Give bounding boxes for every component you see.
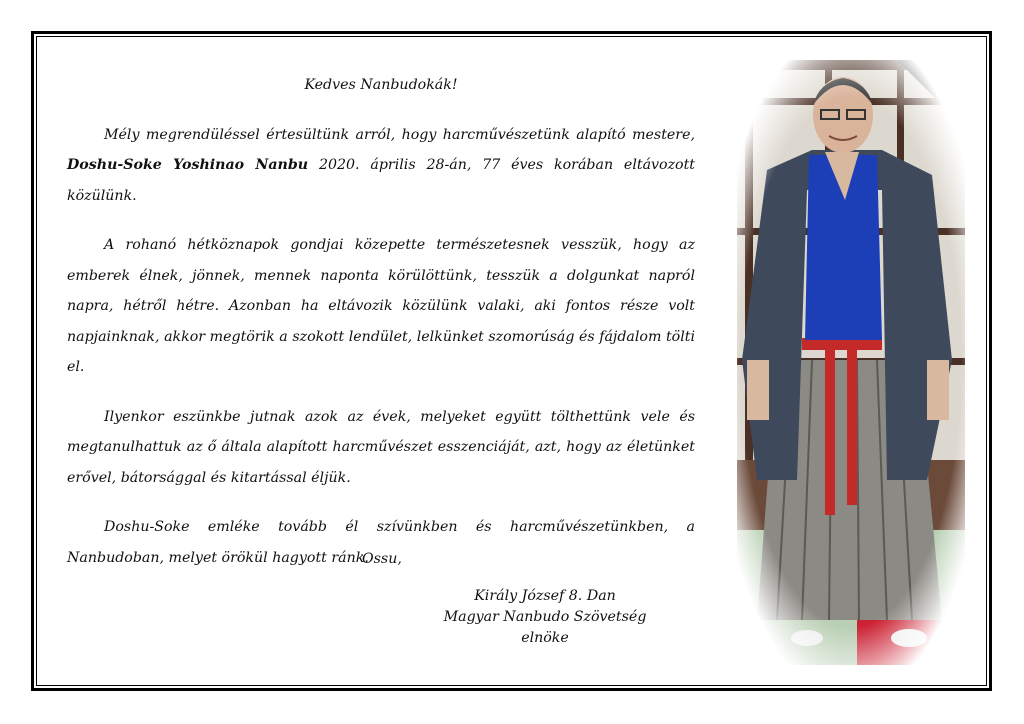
signature-organization: Magyar Nanbudo Szövetség	[443, 609, 647, 625]
signature-name: Király József 8. Dan	[474, 588, 616, 604]
paragraph-4: Doshu-Soke emléke tovább él szívünkben és harcművészetünkben, a Nanbudoban, melyet örökül hagyott ránk.	[67, 519, 695, 566]
signature-title: elnöke	[521, 630, 569, 646]
paragraph-1-rest: 2020. április 28-án, 77 éves korában eltávozott közülünk.	[67, 157, 696, 204]
closing: Ossu,	[362, 551, 402, 567]
greeting: Kedves Nanbudokák!	[304, 77, 458, 93]
memorial-photo	[737, 60, 965, 665]
signature-block	[440, 586, 650, 649]
paragraph-3: Ilyenkor eszünkbe jutnak azok az évek, melyeket együtt tölthettünk vele és megtanulhattuk az ő általa alapított harcművészet esszenciáját, azt, hogy az életünket erővel, bátorsággal és kitartással éljük.	[67, 408, 695, 486]
master-name: Doshu-Soke Yoshinao Nanbu	[67, 157, 309, 173]
paragraph-2: A rohanó hétköznapok gondjai közepette természetesnek vesszük, hogy az emberek élnek, jönnek, mennek naponta körülöttünk, tesszük a dolgunkat napról napra, hétről hétre. Azonban ha eltávozik közülünk valaki, aki fontos része volt napjainknak, akkor megtörik a szokott lendület, lelkünket szomorúság és fájdalom tölti el.	[67, 237, 695, 375]
letter-body	[67, 70, 695, 573]
paragraph-1-intro: Mély megrendüléssel értesültünk arról, hogy harcművészetünk alapító mestere,	[104, 126, 695, 143]
paragraph-1	[67, 120, 695, 212]
